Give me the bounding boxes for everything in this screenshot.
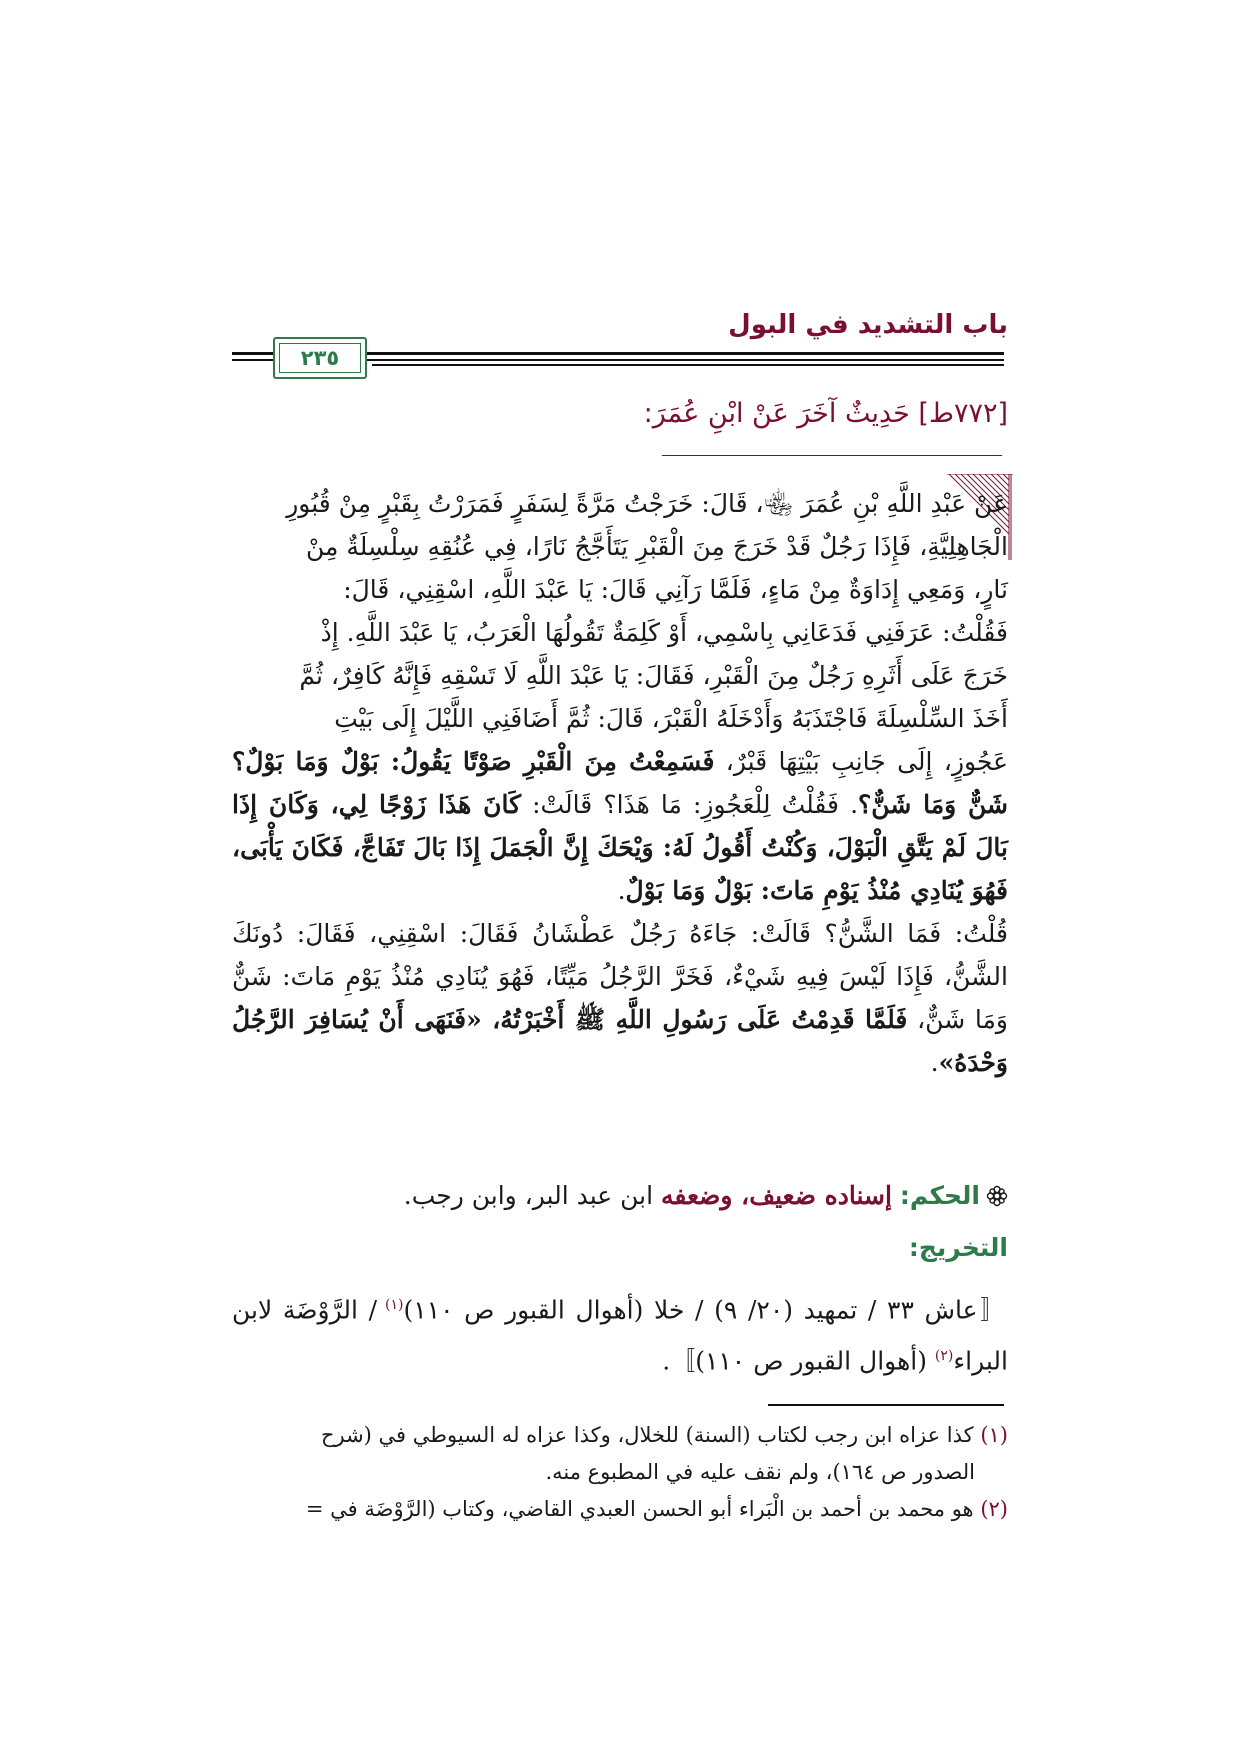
footnote-number: (٢) [980,1497,1008,1521]
hadith-bold-text: فَسَمِعْتُ مِنَ الْقَبْرِ صَوْتًا يَقُولُ: بَوْلٌ وَمَا بَوْلٌ؟ شَنٌّ وَمَا شَنٌّ؟ [232,747,1008,819]
hadith-text: . فَقُلْتُ لِلْعَجُوزِ: مَا هَذَا؟ قَالَتْ: [521,790,859,819]
header-rule [372,364,1004,366]
hadith-body [232,482,1008,1084]
takhrij-label: التخريج: [908,1233,1008,1262]
hadith-bold-text: كَانَ هَذَا زَوْجًا لِي، وَكَانَ إِذَا بَالَ لَمْ يَتَّقِ الْبَوْلَ، وَكُنْتُ أَقُولُ لَهُ: وَيْحَكَ إِنَّ الْجَمَلَ إِذَا بَالَ تَفَاجَّ، فَكَانَ يَأْبَى، فَهُوَ يُنَادِي مُنْذُ يَوْمِ مَاتَ: بَوْلٌ وَمَا بَوْلٌ [232,790,1008,905]
hadith-paragraph [232,912,1008,1084]
hadith-paragraph [232,740,1008,912]
footnote-separator [768,1404,1004,1406]
hadith-line: نَارٍ، وَمَعِي إِدَاوَةٌ مِنْ مَاءٍ، فَلَمَّا رَآنِي قَالَ: يَا عَبْدَ اللَّهِ، اسْقِنِي، قَالَ: [343,575,1008,604]
takhrij-body [232,1282,1008,1385]
footnote-number: (١) [980,1423,1008,1447]
footnote-text-cont: الصدور ص ١٦٤)، ولم نقف عليه في المطبوع منه. [545,1460,975,1484]
footnote-ref[interactable]: (٢) [934,1348,954,1365]
hadith-heading: [٧٧٢ط] حَدِيثٌ آخَرَ عَنْ ابْنِ عُمَرَ: [643,398,1008,429]
hadith-line: خَرَجَ عَلَى أَثَرِهِ رَجُلٌ مِنَ الْقَبْرِ، فَقَالَ: يَا عَبْدَ اللَّهِ لَا تَسْقِهِ فَإِنَّهُ كَافِرٌ، ثُمَّ [299,661,1008,690]
hadith-line: فَقُلْتُ: عَرَفَنِي فَدَعَانِي بِاسْمِي، أَوْ كَلِمَةٌ تَقُولُهَا الْعَرَبُ، يَا عَبْدَ اللَّهِ. إِذْ [320,618,1008,647]
page-number: ٢٣٥ [279,343,361,373]
hadith-line: الْجَاهِلِيَّةِ، فَإِذَا رَجُلٌ قَدْ خَرَجَ مِنَ الْقَبْرِ يَتَأَجَّجُ نَارًا، فِي عُنُقِهِ سِلْسِلَةٌ مِنْ [306,532,1008,561]
hadith-line: أَخَذَ السِّلْسِلَةَ فَاجْتَذَبَهُ وَأَدْخَلَهُ الْقَبْرَ، قَالَ: ثُمَّ أَضَافَنِي اللَّيْلَ إِلَى بَيْتِ [334,704,1008,733]
footnote [232,1417,1008,1491]
chapter-title: باب التشديد في البول [728,310,1008,340]
footnote [232,1491,1008,1528]
takhrij-paragraph [232,1282,1008,1385]
hadith-line: عَنْ عَبْدِ اللَّهِ بْنِ عُمَرَ ﵄، قَالَ: خَرَجْتُ مَرَّةً لِسَفَرٍ فَمَرَرْتُ بِقَبْرٍ مِنْ قُبُورِ [286,489,1008,518]
flower-ornament-icon [986,1185,1008,1207]
ruling-grade: إسناده ضعيف، [732,1181,892,1210]
footnote-text: كذا عزاه ابن رجب لكتاب (السنة) للخلال، وكذا عزاه له السيوطي في (شرح [320,1423,981,1447]
hadith-text: قُلْتُ: فَمَا الشَّنُّ؟ قَالَتْ: جَاءَهُ رَجُلٌ عَطْشَانُ فَقَالَ: اسْقِنِي، فَقَالَ: دُونَكَ الشَّنُّ، فَإِذَا لَيْسَ فِيهِ شَيْءٌ، فَخَرَّ الرَّجُلُ مَيِّتًا، فَهُوَ يُنَادِي مُنْذُ يَوْمِ مَاتَ: شَنٌّ وَمَا شَنٌّ، [232,919,1008,1034]
page-number-badge [273,337,367,379]
heading-underline [662,455,1002,456]
footnote-text: هو محمد بن أحمد بن الْبَراء أبو الحسن العبدي القاضي، وكتاب (الرَّوْضَة في = [305,1497,981,1521]
ruling-weakened: وضعفه [661,1181,733,1210]
takhrij-text: (أهوال القبور ص ١١٠)〛. [662,1346,935,1376]
ruling-scholars: ابن عبد البر، وابن رجب. [403,1181,662,1210]
footnotes [232,1417,1008,1528]
takhrij-text: / الرَّوْضَة لابن البراء [232,1295,1008,1376]
hadith-text: عَجُوزٍ، إِلَى جَانِبِ بَيْتِهَا قَبْرٌ، [714,747,1008,776]
footnote-ref[interactable]: (١) [385,1297,404,1313]
takhrij-text: 〚عاش ٣٣ / تمهيد (٢٠/ ٩) / خلا (أهوال القبور ص ١١٠) [403,1295,1008,1325]
ruling-label: الحكم: [899,1181,980,1210]
hadith-text: . [617,876,626,905]
hadith-text: . [930,1048,939,1077]
hadith-bold-text: فَلَمَّا قَدِمْتُ عَلَى رَسُولِ اللَّهِ ﷺ أَخْبَرْتُهُ، «فَنَهَى أَنْ يُسَافِرَ الرَّجُلُ وَحْدَهُ» [232,1005,1008,1077]
ruling-line [404,1181,1008,1210]
